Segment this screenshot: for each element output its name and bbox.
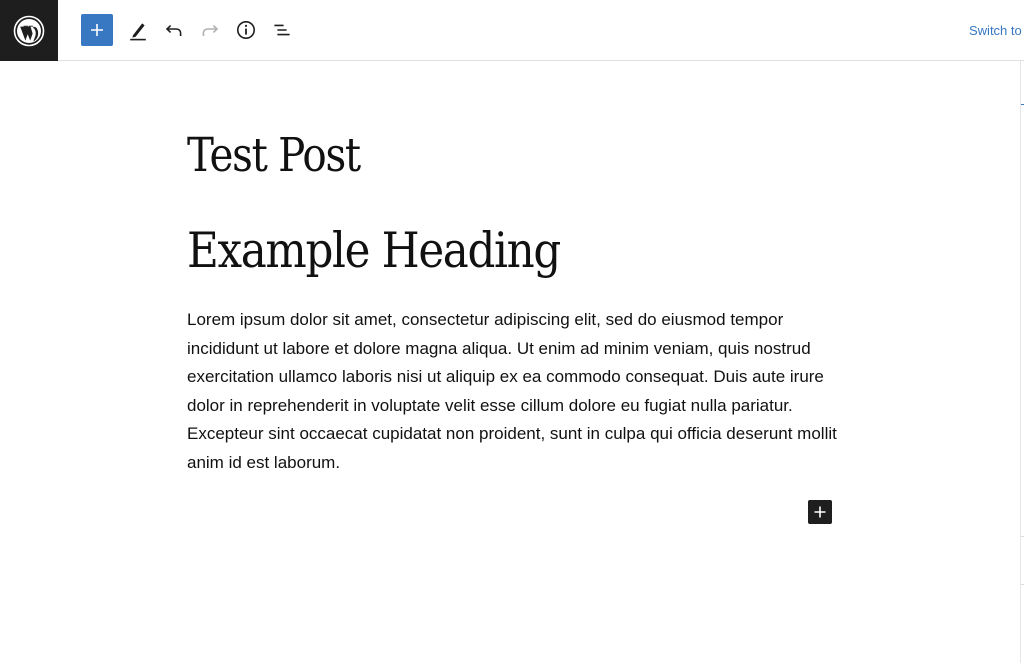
document-overview-button[interactable]	[266, 14, 298, 46]
undo-button[interactable]	[158, 14, 190, 46]
tools-button[interactable]	[122, 14, 154, 46]
redo-icon	[199, 19, 221, 41]
paragraph-block[interactable]: Lorem ipsum dolor sit amet, consectetur adipiscing elit, sed do eiusmod tempor incididunt ut labore et dolore magna aliqua. Ut enim ad minim veniam, quis nostrud exercitation ullamco laboris nisi ut aliquip ex ea commodo consequat. Duis aute irure dolor in reprehenderit in voluptate velit esse cillum dolore eu fugiat nulla pariatur. Excepteur sint occaecat cupidatat non proident, sunt in culpa qui officia deserunt mollit anim id est laborum.	[187, 310, 837, 472]
post-title[interactable]: Test Post	[187, 128, 360, 183]
wordpress-logo-icon	[13, 15, 45, 47]
editor-header	[0, 0, 1024, 61]
toggle-block-inserter-button[interactable]	[81, 14, 113, 46]
plus-icon	[89, 22, 105, 38]
redo-button[interactable]	[194, 14, 226, 46]
details-button[interactable]	[230, 14, 262, 46]
undo-icon	[163, 19, 185, 41]
sidebar-edge	[1020, 61, 1024, 663]
editor-canvas	[0, 61, 1020, 663]
switch-editor-link[interactable]: Switch to	[969, 23, 1022, 38]
add-block-button[interactable]	[808, 500, 832, 524]
list-view-icon	[271, 19, 293, 41]
info-icon	[235, 19, 257, 41]
heading-block[interactable]: Example Heading	[187, 222, 561, 279]
wordpress-logo-button[interactable]	[0, 0, 58, 61]
pencil-icon	[127, 19, 149, 41]
plus-icon	[813, 505, 827, 519]
